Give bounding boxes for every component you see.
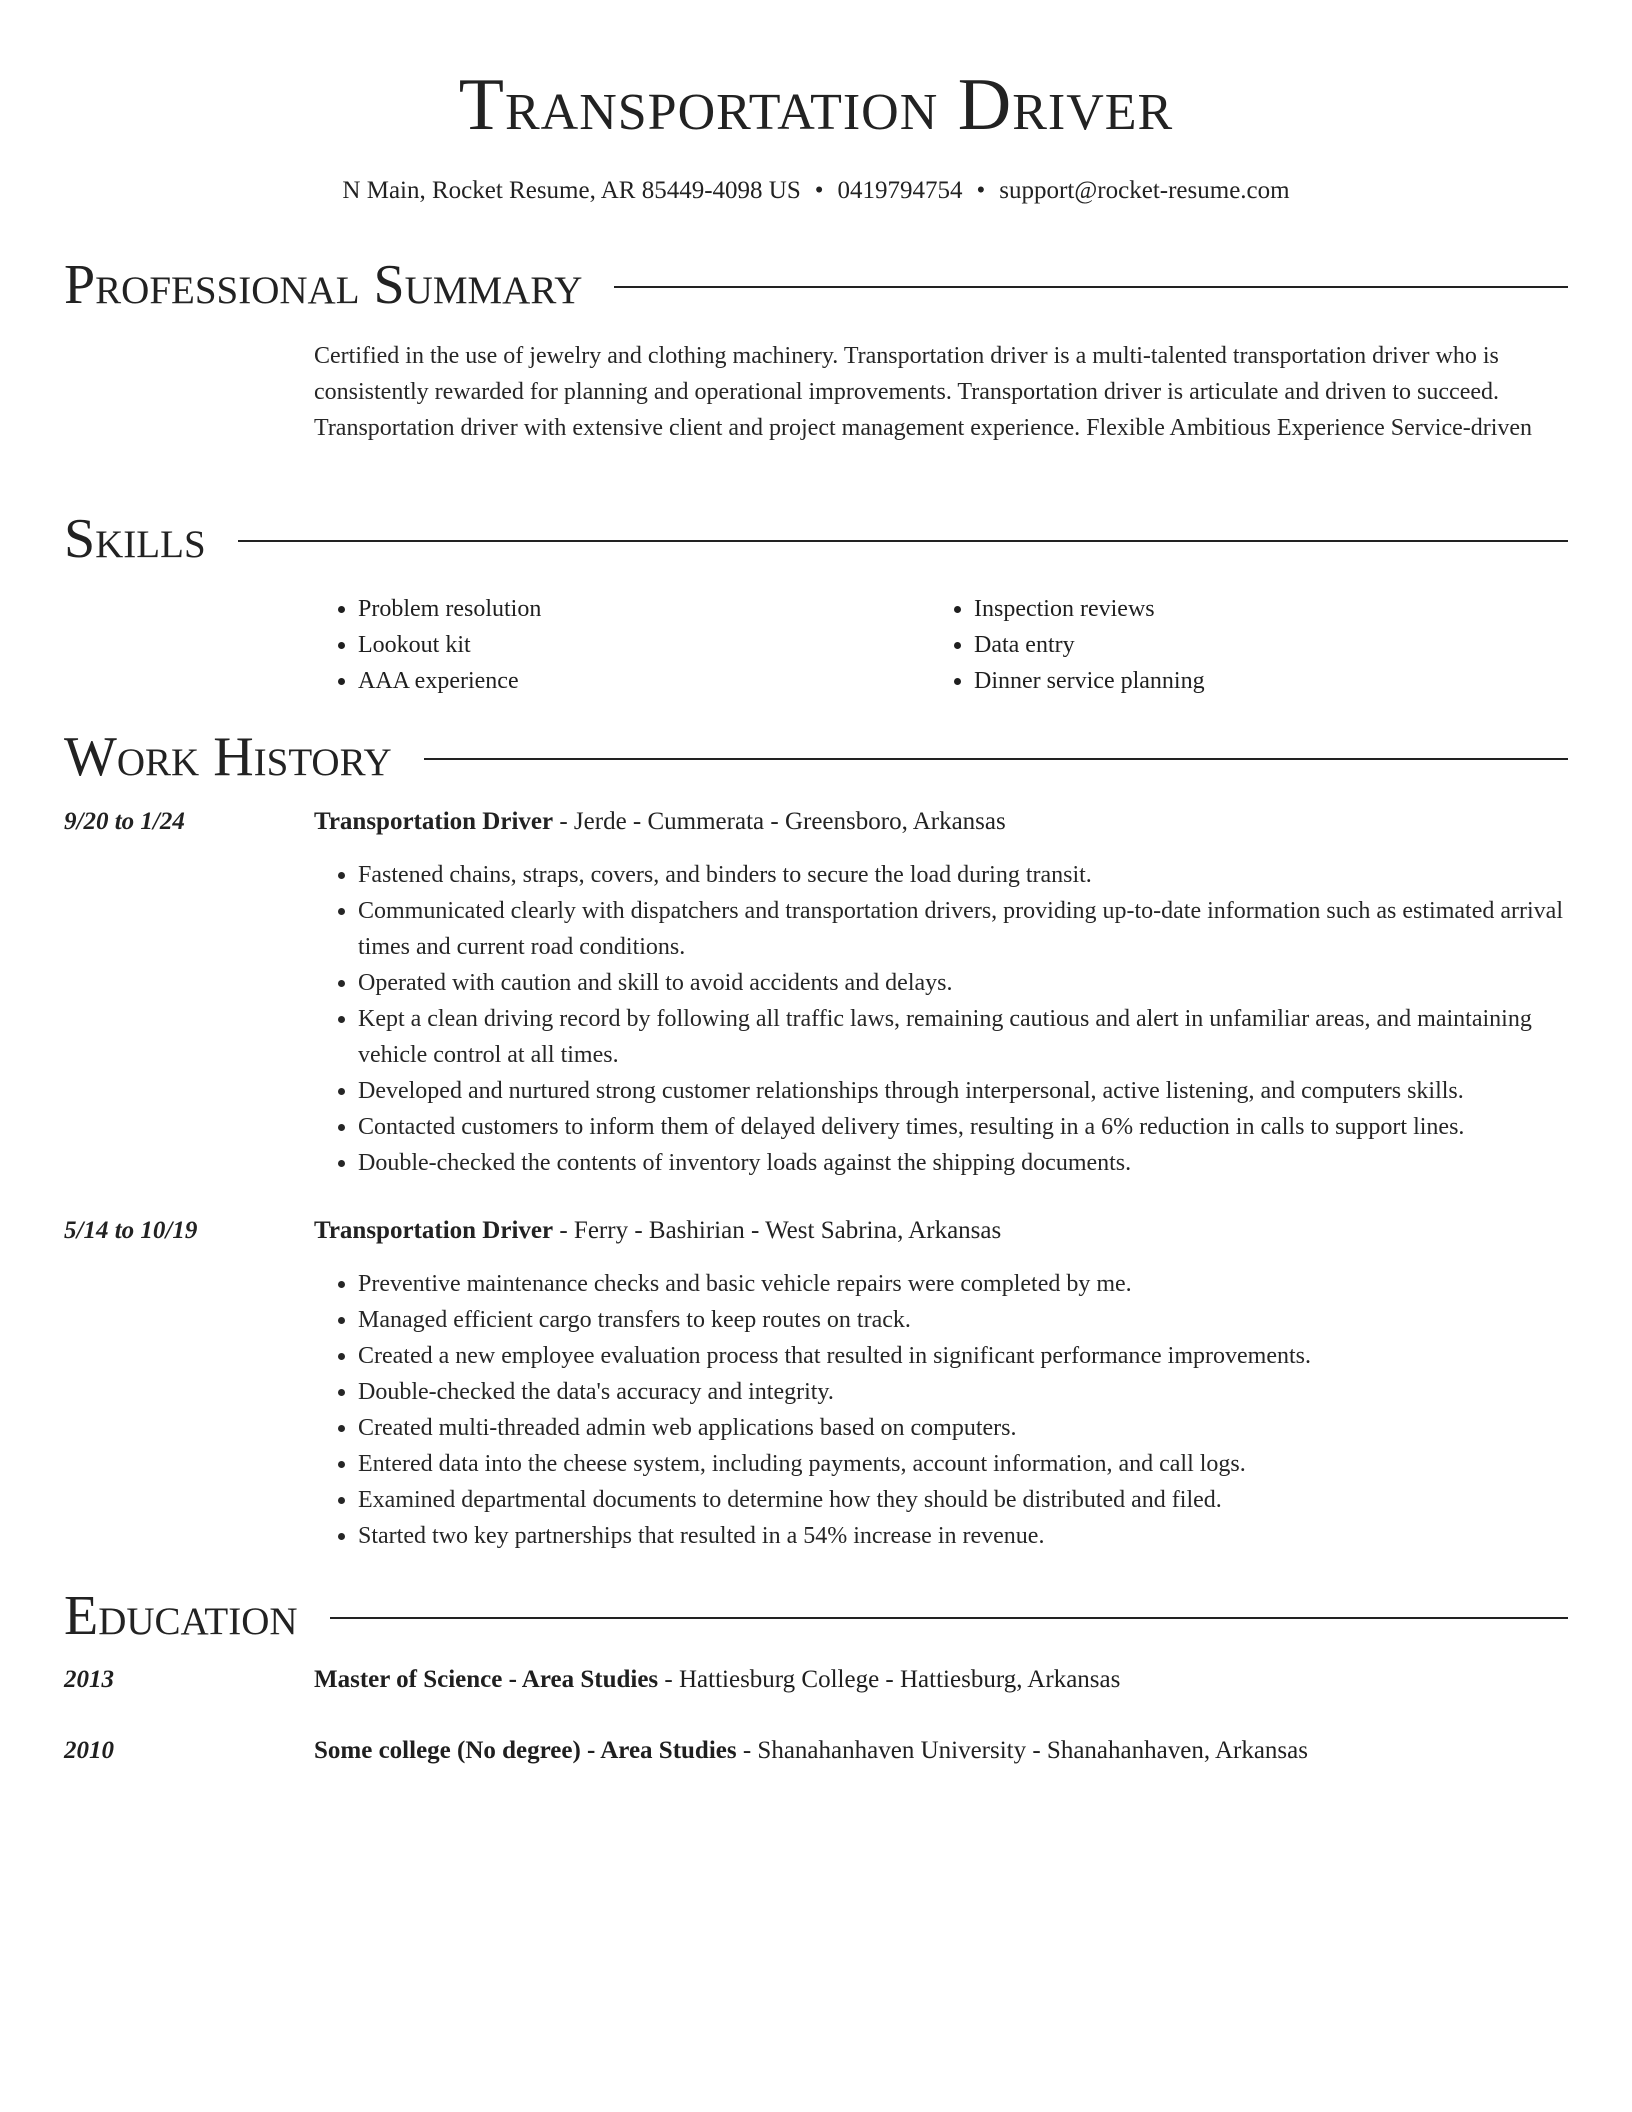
school-details: - Shanahanhaven University - Shanahanhaven, Arkansas [736, 1737, 1308, 1764]
skills-section-header [64, 506, 1568, 572]
phone-number: 0419794754 [837, 177, 963, 204]
degree-title: Master of Science - Area Studies [314, 1666, 659, 1693]
education-year: 2010 [64, 1737, 114, 1764]
section-title: Skills [64, 508, 206, 570]
duty-item: • Kept a clean driving record by following all traffic laws, remaining cautious and alert in unfamiliar areas, and maintaining vehicle control at all times. [358, 1001, 1568, 1073]
skill-item: • Inspection reviews [974, 591, 1546, 627]
address: N Main, Rocket Resume, AR 85449-4098 US [342, 177, 801, 204]
candidate-name: Transportation Driver [458, 64, 1174, 146]
contact-separator: • [814, 177, 824, 204]
job-dates: 9/20 to 1/24 [64, 808, 185, 835]
duty-item: • Entered data into the cheese system, including payments, account information, and call logs. [358, 1446, 1568, 1482]
duty-item: • Double-checked the contents of inventory loads against the shipping documents. [358, 1145, 1568, 1181]
job-heading [314, 1215, 1001, 1247]
education-entry [64, 1662, 1568, 1698]
duty-item: • Communicated clearly with dispatchers and transportation drivers, providing up-to-date information such as estimated arrival times and current road conditions. [358, 893, 1568, 965]
job-duties [314, 1266, 1568, 1554]
education-heading [314, 1662, 1120, 1698]
job-title: Transportation Driver [314, 1217, 554, 1244]
section-divider [238, 540, 1568, 542]
duty-item: • Managed efficient cargo transfers to keep routes on track. [358, 1302, 1568, 1338]
skill-item: • Dinner service planning [974, 663, 1546, 699]
duty-item: • Fastened chains, straps, covers, and binders to secure the load during transit. [358, 857, 1568, 893]
job-dates: 5/14 to 10/19 [64, 1217, 198, 1244]
job-heading [314, 806, 1006, 838]
duty-item: • Contacted customers to inform them of delayed delivery times, resulting in a 6% reduction in calls to support lines. [358, 1109, 1568, 1145]
duty-item: • Created a new employee evaluation process that resulted in significant performance improvements. [358, 1338, 1568, 1374]
contact-separator: • [976, 177, 986, 204]
section-title: Work History [64, 726, 392, 788]
section-title: Education [64, 1585, 298, 1647]
duty-item: • Double-checked the data's accuracy and integrity. [358, 1374, 1568, 1410]
contact-line [0, 176, 1632, 206]
section-title: Professional Summary [64, 254, 583, 316]
job-duties [314, 857, 1568, 1181]
job-employer: - Jerde - Cummerata - Greensboro, Arkansas [553, 808, 1006, 835]
skills-list [314, 591, 1568, 699]
duty-item: • Operated with caution and skill to avoid accidents and delays. [358, 965, 1568, 1001]
section-divider [330, 1617, 1568, 1619]
school-details: - Hattiesburg College - Hattiesburg, Arkansas [658, 1666, 1121, 1693]
education-section-header [64, 1583, 1568, 1649]
job-title: Transportation Driver [314, 808, 554, 835]
skills-column-left [314, 591, 930, 699]
education-entry [64, 1733, 1568, 1769]
duty-item: • Preventive maintenance checks and basic vehicle repairs were completed by me. [358, 1266, 1568, 1302]
education-year: 2013 [64, 1666, 114, 1693]
section-divider [614, 286, 1568, 288]
summary-section-header [64, 252, 1568, 318]
duty-item: • Started two key partnerships that resulted in a 54% increase in revenue. [358, 1518, 1568, 1554]
work-section-header [64, 724, 1568, 790]
skill-item: • Problem resolution [358, 591, 930, 627]
section-divider [424, 758, 1568, 760]
duty-item: • Examined departmental documents to determine how they should be distributed and filed. [358, 1482, 1568, 1518]
duty-item: • Developed and nurtured strong customer relationships through interpersonal, active listening, and computers skills. [358, 1073, 1568, 1109]
skill-item: • AAA experience [358, 663, 930, 699]
duty-item: • Created multi-threaded admin web applications based on computers. [358, 1410, 1568, 1446]
skill-item: • Data entry [974, 627, 1546, 663]
email-address: support@rocket-resume.com [999, 177, 1290, 204]
skills-column-right [930, 591, 1546, 699]
job-employer: - Ferry - Bashirian - West Sabrina, Arkansas [553, 1217, 1002, 1244]
degree-title: Some college (No degree) - Area Studies [314, 1737, 737, 1764]
summary-text: Certified in the use of jewelry and clothing machinery. Transportation driver is a multi-talented transportation driver who is consistently rewarded for planning and operational improvements. Transportation driver is articulate and driven to succeed. Transportation driver with extensive client and project management experience. Flexible Ambitious Experience Service-driven [314, 343, 1533, 441]
education-heading [314, 1733, 1308, 1769]
skill-item: • Lookout kit [358, 627, 930, 663]
